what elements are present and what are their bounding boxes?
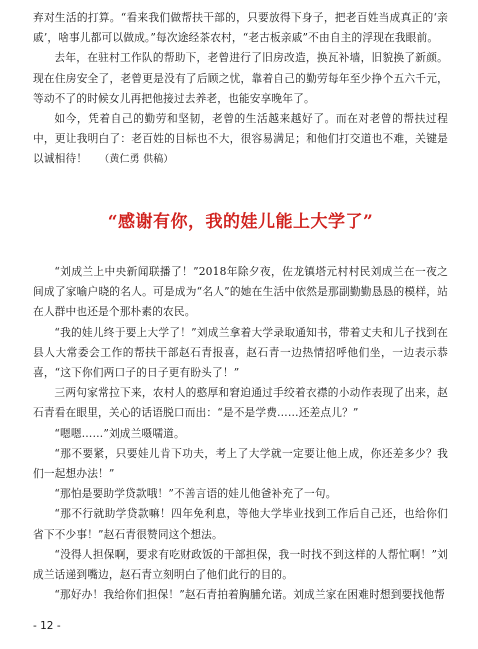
article-body: [33, 262, 448, 605]
paragraph-text: 如今，凭着自己的勤劳和坚韧，老曾的生活越来越好了。而在对老曾的帮扶过程中，更让我明白了：老百姓的目标也不大，很容易满足；和他们打交道也不难，关键是以诚相待！: [33, 112, 448, 166]
paragraph: “那好办！我给你们担保！”赵石青拍着胸脯允诺。刘成兰家在困难时想到要找他帮: [54, 588, 445, 602]
paragraph: “那不行就助学贷款嘛！四年免利息，等他大学毕业找到工作后自己还，也给你们省下不少事！”赵石青很赞同这个想法。: [33, 507, 448, 541]
previous-article-ending: [33, 8, 448, 171]
paragraph: “嗯嗯……”刘成兰嗫嚅道。: [54, 426, 185, 440]
paragraph: [33, 109, 448, 171]
paragraph: 三两句家常拉下来，农村人的憨厚和窘迫通过手绞着衣襟的小动作表现了出来，赵石青看在眼里，关心的话语脱口而出：“是不是学费……还差点儿？”: [33, 386, 448, 420]
byline: （黄仁勇 供稿）: [99, 154, 174, 166]
page-number: - 12 -: [33, 620, 61, 632]
paragraph: “那怕是要助学贷款哦！”不善言语的娃儿他爸补充了一句。: [54, 487, 337, 501]
paragraph: “刘成兰上中央新闻联播了！”2018年除夕夜，佐龙镇塔元村村民刘成兰在一夜之间成了家喻户晓的名人。可是成为“名人”的她在生活中依然是那副勤勤恳恳的模样，站在人群中也还是个那朴素的农民。: [33, 265, 448, 319]
article-title: “感谢有你，我的娃儿能上大学了”: [107, 212, 374, 232]
paragraph: 弃对生活的打算。“看来我们做帮扶干部的，只要放得下身子，把老百姓当成真正的‘亲戚’，啥事儿都可以做成。”每次途经茶农村，“老古板亲戚”不由自主的浮现在我眼前。: [33, 11, 448, 45]
paragraph: “那不要紧，只要娃儿肯下功夫，考上了大学就一定要让他上成，你还差多少？我们一起想办法！”: [33, 446, 448, 481]
paragraph: “没得人担保啊，要求有吃财政饭的干部担保，我一时找不到这样的人帮忙啊！”刘成兰话递到嘴边，赵石青立刻明白了他们此行的目的。: [33, 547, 448, 582]
paragraph: “我的娃儿终于要上大学了！”刘成兰拿着大学录取通知书，带着丈夫和儿子找到在县人大常委会工作的帮扶干部赵石青报喜，赵石青一边热情招呼他们坐，一边表示恭喜，“这下你们两口子的日子更有盼头了！”: [33, 325, 448, 380]
paragraph: 去年，在驻村工作队的帮助下，老曾进行了旧房改造，换瓦补墙，旧貌换了新颜。现在住房安全了，老曾更是没有了后顾之忧，靠着自己的勤劳每年至少挣个五六千元，等动不了的时候女儿再把他接过去养老，也能安享晚年了。: [33, 51, 448, 105]
